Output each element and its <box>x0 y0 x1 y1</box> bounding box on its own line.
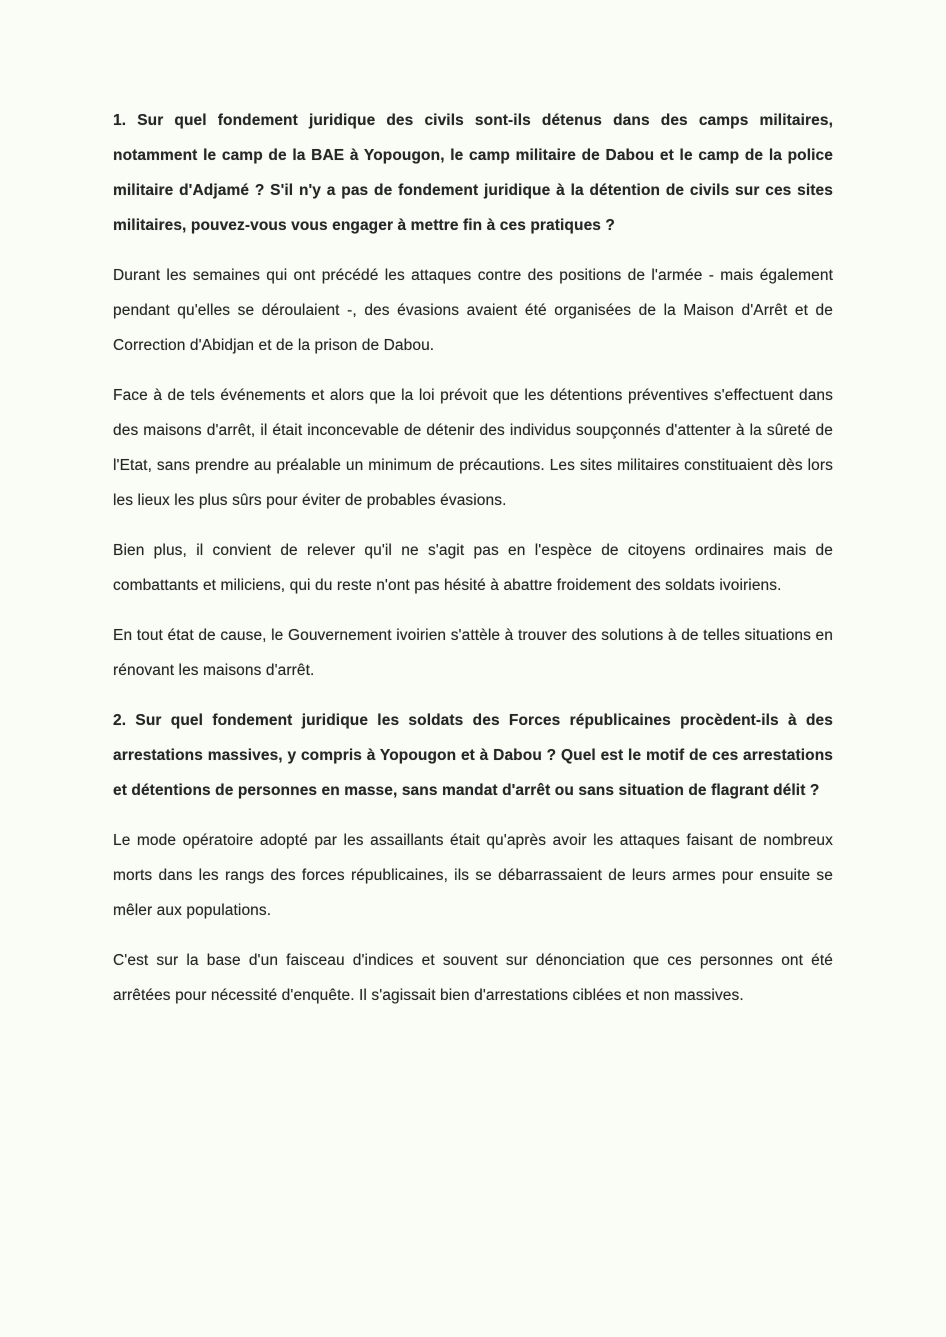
answer-paragraph-precautions: Face à de tels événements et alors que la loi prévoit que les détentions préventives s'effectuent dans des maisons d'arrêt, il était inconcevable de détenir des individus soupçonnés d'attenter à la sûreté de l'Etat, sans prendre au préalable un minimum de précautions. Les sites militaires constituaient dès lors les lieux les plus sûrs pour éviter de probables évasions. <box>113 387 833 509</box>
answer-paragraph-mode-operatoire: Le mode opératoire adopté par les assaillants était qu'après avoir les attaques faisant de nombreux morts dans les rangs des forces républicaines, ils se débarrassaient de leurs armes pour ensuite se mêler aux populations. <box>113 832 833 919</box>
answer-paragraph-arrestations-ciblees: C'est sur la base d'un faisceau d'indices et souvent sur dénonciation que ces personnes ont été arrêtées pour nécessité d'enquête. Il s'agissait bien d'arrestations ciblées et non massives. <box>113 952 833 1004</box>
answer-paragraph-evasions: Durant les semaines qui ont précédé les attaques contre des positions de l'armée - mais également pendant qu'elles se déroulaient -, des évasions avaient été organisées de la Maison d'Arrêt et de Correction d'Abidjan et de la prison de Dabou. <box>113 267 833 354</box>
question-2-paragraph: 2. Sur quel fondement juridique les soldats des Forces républicaines procèdent-ils à des arrestations massives, y compris à Yopougon et à Dabou ? Quel est le motif de ces arrestations et détentions de personnes en masse, sans mandat d'arrêt ou sans situation de flagrant délit ? <box>113 712 833 799</box>
answer-paragraph-gouvernement: En tout état de cause, le Gouvernement ivoirien s'attèle à trouver des solutions à de telles situations en rénovant les maisons d'arrêt. <box>113 627 833 679</box>
question-1-paragraph: 1. Sur quel fondement juridique des civils sont-ils détenus dans des camps militaires, notamment le camp de la BAE à Yopougon, le camp militaire de Dabou et le camp de la police militaire d'Adjamé ? S'il n'y a pas de fondement juridique à la détention de civils sur ces sites militaires, pouvez-vous vous engager à mettre fin à ces pratiques ? <box>113 112 833 234</box>
answer-paragraph-combattants: Bien plus, il convient de relever qu'il ne s'agit pas en l'espèce de citoyens ordinaires mais de combattants et miliciens, qui du reste n'ont pas hésité à abattre froidement des soldats ivoiriens. <box>113 542 833 594</box>
